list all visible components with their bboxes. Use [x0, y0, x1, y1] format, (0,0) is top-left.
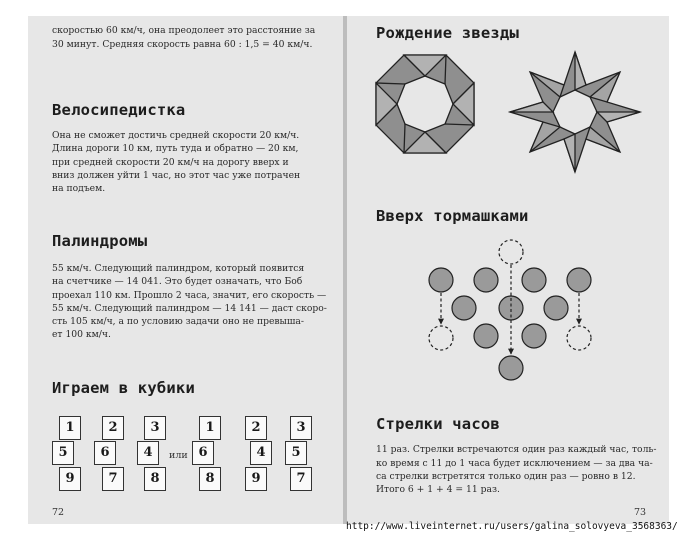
- octagon-pinwheel-figure: [375, 54, 475, 154]
- page-number-right: 73: [634, 507, 647, 518]
- cubes-heading: Играем в кубики: [52, 379, 195, 397]
- cube-b7: 8: [199, 467, 221, 491]
- cube-a6: 4: [137, 441, 159, 465]
- palindromes-line-5: сть 105 км/ч, а по условию задачи оно не превыша-: [52, 316, 304, 327]
- cube-b1: 1: [199, 416, 221, 440]
- cube-b6: 5: [285, 441, 307, 465]
- palindromes-line-3: проехал 110 км. Прошло 2 часа, значит, его скорость —: [52, 290, 327, 301]
- clock-line-4: Итого 6 + 1 + 4 = 11 раз.: [376, 484, 500, 495]
- eight-point-star-figure: [508, 50, 642, 174]
- footer-url[interactable]: http://www.liveinternet.ru/users/galina_solovyeva_3568363/: [346, 521, 678, 532]
- cyclist-line-1: Она не сможет достичь средней скорости 20 км/ч.: [52, 130, 300, 141]
- palindromes-line-6: ет 100 км/ч.: [52, 329, 111, 340]
- star-heading: Рождение звезды: [376, 24, 519, 42]
- cube-a3: 3: [144, 416, 166, 440]
- cube-b9: 7: [290, 467, 312, 491]
- intro-line-2: 30 минут. Средняя скорость равна 60 : 1,5 = 40 км/ч.: [52, 39, 313, 50]
- palindromes-line-1: 55 км/ч. Следующий палиндром, который появится: [52, 263, 305, 274]
- cube-b8: 9: [245, 467, 267, 491]
- or-label: или: [169, 450, 188, 461]
- cyclist-line-5: на подъем.: [52, 183, 106, 194]
- cube-a2: 2: [102, 416, 124, 440]
- cube-a9: 8: [144, 467, 166, 491]
- cube-b4: 6: [192, 441, 214, 465]
- clock-line-3: са стрелки встретятся только один раз — ровно в 12.: [376, 471, 636, 482]
- cyclist-line-3: при средней скорости 20 км/ч на дорогу вверх и: [52, 157, 289, 168]
- cyclist-line-2: Длина дороги 10 км, путь туда и обратно — 20 км,: [52, 143, 299, 154]
- cube-a7: 9: [59, 467, 81, 491]
- cyclist-line-4: вниз должен уйти 1 час, но этот час уже потрачен: [52, 170, 301, 181]
- cube-b2: 2: [245, 416, 267, 440]
- cube-b3: 3: [290, 416, 312, 440]
- clock-line-1: 11 раз. Стрелки встречаются один раз каждый час, толь-: [376, 444, 657, 455]
- cube-a5: 6: [94, 441, 116, 465]
- cube-a4: 5: [52, 441, 74, 465]
- intro-line-1: скоростью 60 км/ч, она преодолеет это расстояние за: [52, 25, 316, 36]
- palindromes-line-4: 55 км/ч. Следующий палиндром — 14 141 — даст скоро-: [52, 303, 327, 314]
- cube-a1: 1: [59, 416, 81, 440]
- upside-down-heading: Вверх тормашками: [376, 207, 529, 225]
- clock-line-2: ко время с 11 до 1 часа будет исключением — за два ча-: [376, 458, 653, 469]
- coins-triangle-figure: [420, 234, 600, 384]
- clock-heading: Стрелки часов: [376, 415, 500, 433]
- page-number-left: 72: [52, 507, 65, 518]
- palindromes-heading: Палиндромы: [52, 232, 148, 250]
- cube-a8: 7: [102, 467, 124, 491]
- cyclist-heading: Велосипедистка: [52, 101, 186, 119]
- cube-b5: 4: [250, 441, 272, 465]
- palindromes-line-2: на счетчике — 14 041. Это будет означать, что Боб: [52, 276, 303, 287]
